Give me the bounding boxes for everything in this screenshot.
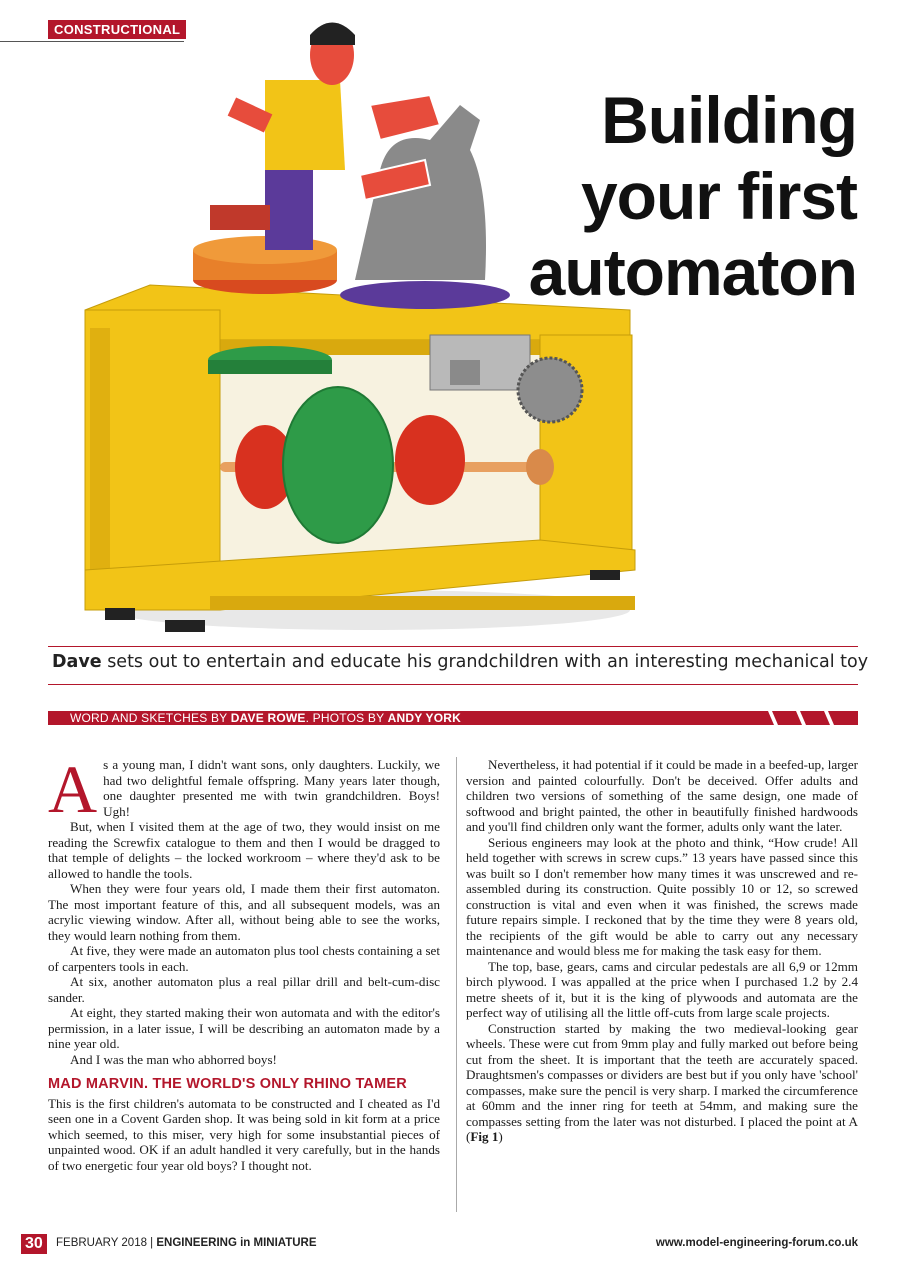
footer-issue <box>56 1237 317 1249</box>
title-line: automaton <box>528 235 857 309</box>
article-title <box>529 82 857 310</box>
standfirst-name: Dave <box>52 652 102 672</box>
section-tag: CONSTRUCTIONAL <box>48 20 186 39</box>
standfirst-rule-bottom <box>48 684 858 685</box>
paragraph <box>466 1021 858 1145</box>
paragraph: The top, base, gears, cams and circular pedestals are all 6,9 or 12mm birch plywood. I was appalled at the price when I purchased 1.2 by 2.4 metre sheets of it, but it is the king of plywoods and automata are the perfect way of utilising all the little off-cuts from large scale projects. <box>466 958 858 1020</box>
body-column-right <box>466 757 858 1145</box>
paragraph: When they were four years old, I made them their first automaton. The most important feature of this, and all subsequent models, was an acrylic viewing window. After all, without being able to see the works, they would learn nothing from them. <box>48 881 440 943</box>
footer-url[interactable]: www.model-engineering-forum.co.uk <box>655 1237 858 1249</box>
figure-reference: Fig 1 <box>470 1129 499 1144</box>
paragraph: This is the first children's automata to be constructed and I cheated as I'd seen one in a Covent Garden shop. It was being sold in kit form at a price which seemed, to this miser, very high for some insubstantial pieces of unpainted wood. OK if an adult handled it very carefully, but in the hands of two energetic four year old boys? I thought not. <box>48 1095 440 1173</box>
paragraph <box>48 751 440 827</box>
column-divider <box>456 757 457 1212</box>
drop-cap: A <box>48 751 98 827</box>
byline-author: DAVE ROWE <box>230 711 306 725</box>
standfirst-text: sets out to entertain and educate his grandchildren with an interesting mechanical toy <box>101 652 869 672</box>
byline <box>70 711 461 725</box>
paragraph: Serious engineers may look at the photo and think, “How crude! All held together with screws in screw cups.” 13 years have passed since this was built so I don't remember how many times it was unscrewed and re-assembled during its construction. Quite possibly 10 or 12, so screwed construction is vital and even when it was finished, the screws made future repairs simple. I reckoned that by the time they were 8 years old, the recipients of the gift would be able to carry out any necessary maintenance and would bless me for making the task easy for them. <box>466 834 858 958</box>
paragraph: But, when I visited them at the age of two, they would insist on me reading the Screwfix catalogue to them and then I would be dragged to that temple of delights – the locked workroom – where they'd ask to be allowed to handle the tools. <box>48 819 440 881</box>
footer-date: FEBRUARY 2018 | <box>56 1237 157 1249</box>
paragraph: At eight, they started making their won automata and with the editor's permission, in a later issue, I will be describing an automaton made by a nine year old. <box>48 1005 440 1051</box>
body-column-left <box>48 751 440 1173</box>
paragraph-text: Construction started by making the two medieval-looking gear wheels. These were cut from 9mm play and fully marked out before being cut from the sheet. It is important that the teeth are accurately spaced. Draughtsmen's compasses or dividers are best but if you only have 'school' compasses, make sure the pencil is very sharp. I marked the circumference at 60mm and the inner ring for teeth at 54mm, and making sure the compasses setting from the later was not disturbed. I placed the point at A ( <box>466 1020 858 1144</box>
page-footer <box>0 1234 905 1254</box>
byline-photographer: ANDY YORK <box>387 711 461 725</box>
paragraph-text: ) <box>498 1129 503 1144</box>
paragraph: At six, another automaton plus a real pillar drill and belt-cum-disc sander. <box>48 974 440 1005</box>
title-line: your first <box>580 159 857 233</box>
byline-mid: . PHOTOS BY <box>305 711 388 725</box>
page-number: 30 <box>21 1234 47 1254</box>
footer-magazine: ENGINEERING in MINIATURE <box>156 1237 317 1249</box>
standfirst-rule-top <box>48 646 858 647</box>
subheading: MAD MARVIN. THE WORLD'S ONLY RHINO TAMER <box>48 1076 407 1092</box>
paragraph-text: s a young man, I didn't want sons, only daughters. Luckily, we had two delightful female offspring. Many years later though, one daughter presented me with twin grandchildren. Boys! Ugh! <box>103 757 440 819</box>
standfirst <box>52 652 869 672</box>
paragraph: And I was the man who abhorred boys! <box>70 1051 277 1067</box>
chevron-decoration-icon <box>768 711 858 725</box>
title-line: Building <box>601 83 857 157</box>
paragraph: Nevertheless, it had potential if it could be made in a beefed-up, larger version and painted colourfully. Don't be deceived. Offer adults and children two versions of something of the same design, one made of softwood and bright painted, the other in beautifully finished hardwoods and you'll find children only want the former, adults only want the later. <box>466 757 858 834</box>
byline-bar <box>48 711 858 725</box>
byline-prefix: WORD AND SKETCHES BY <box>70 711 231 725</box>
paragraph: At five, they were made an automaton plus tool chests containing a set of carpenters tools in each. <box>48 943 440 974</box>
